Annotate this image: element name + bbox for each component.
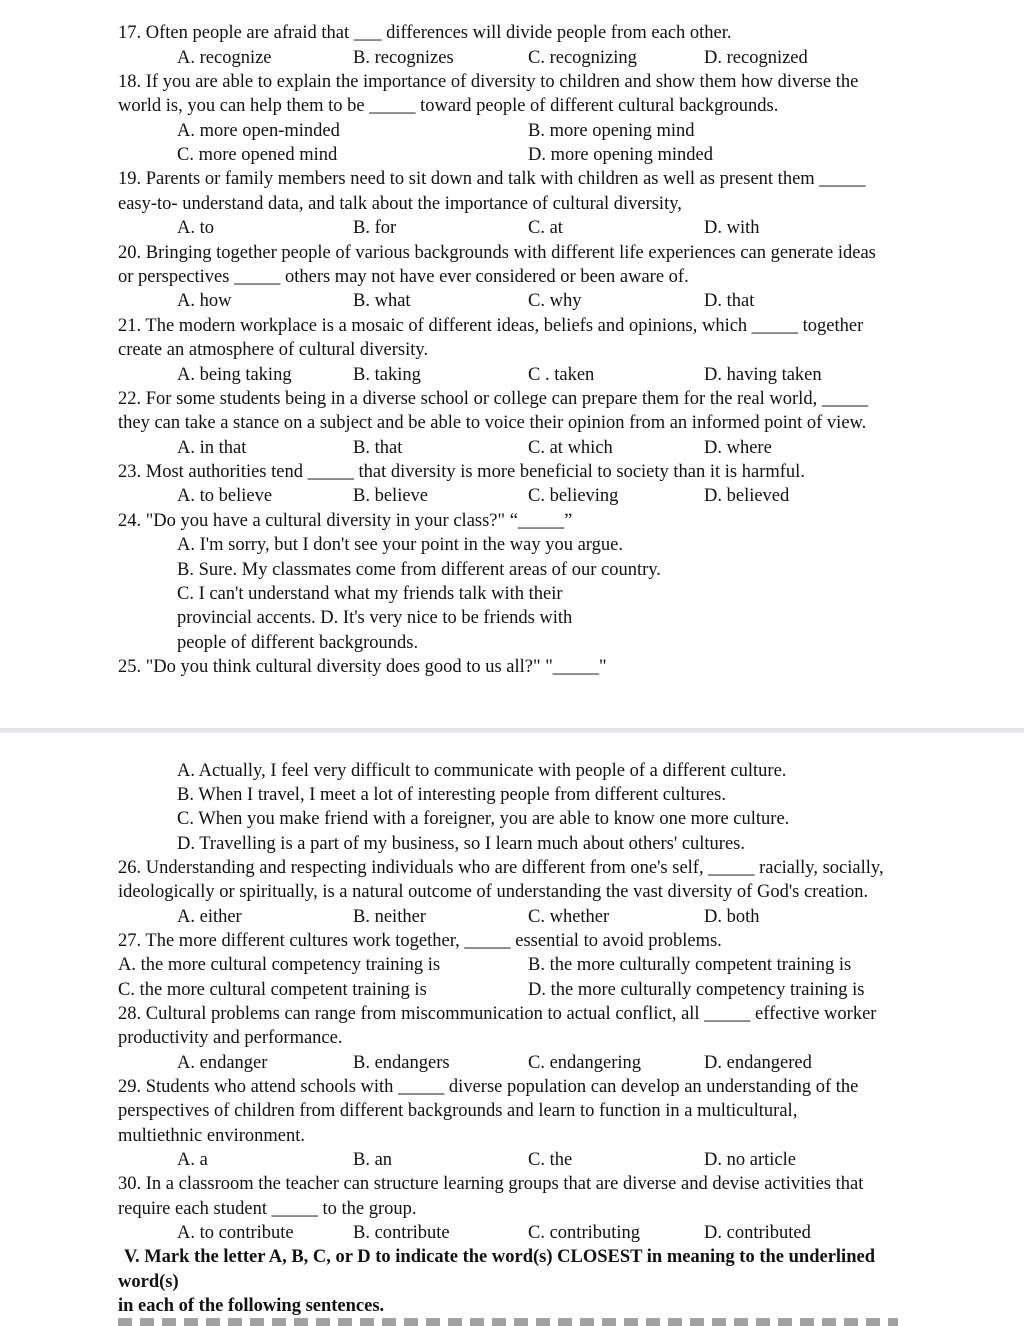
- option-c: C. at: [528, 218, 563, 238]
- question-text: 17. Often people are afraid that ___ differences will divide people from each other.: [118, 23, 732, 43]
- option-d: D. Travelling is a part of my business, so I learn much about others' cultures.: [177, 834, 746, 854]
- option-c: C. believing: [528, 486, 619, 506]
- option-d: D. believed: [704, 486, 790, 506]
- option-a: A. recognize: [177, 48, 272, 68]
- question-text: productivity and performance.: [118, 1028, 343, 1048]
- option-d: D. the more culturally competency training is: [528, 980, 865, 1000]
- option-line: A. I'm sorry, but I don't see your point in the way you argue.: [177, 535, 623, 555]
- option-d: D. both: [704, 907, 760, 927]
- section-heading-line: word(s): [118, 1272, 179, 1292]
- question-text: require each student _____ to the group.: [118, 1199, 417, 1219]
- option-a: A. in that: [177, 438, 247, 458]
- question-text: 19. Parents or family members need to sit down and talk with children as well as present them _____: [118, 169, 866, 189]
- option-d: D. where: [704, 438, 772, 458]
- option-d: D. having taken: [704, 365, 822, 385]
- option-c: C. the: [528, 1150, 573, 1170]
- option-d: D. that: [704, 291, 755, 311]
- option-b: B. an: [353, 1150, 393, 1170]
- cropped-text-line: [118, 1318, 898, 1326]
- question-text: 22. For some students being in a diverse school or college can prepare them for the real world, _____: [118, 389, 869, 409]
- question-text: 29. Students who attend schools with _____ diverse population can develop an understanding of the: [118, 1077, 859, 1097]
- option-line: B. Sure. My classmates come from different areas of our country.: [177, 560, 661, 580]
- option-a: A. to contribute: [177, 1223, 294, 1243]
- question-text: 25. "Do you think cultural diversity does good to us all?" "_____": [118, 657, 607, 677]
- question-text: perspectives of children from different backgrounds and learn to function in a multicultural,: [118, 1101, 798, 1121]
- question-text: 28. Cultural problems can range from miscommunication to actual conflict, all _____ effective worker: [118, 1004, 877, 1024]
- option-b: B. endangers: [353, 1053, 450, 1073]
- option-b: B. taking: [353, 365, 421, 385]
- question-text: 21. The modern workplace is a mosaic of different ideas, beliefs and opinions, which _____ together: [118, 316, 864, 336]
- option-a: A. Actually, I feel very difficult to communicate with people of a different culture.: [177, 761, 787, 781]
- option-a: A. how: [177, 291, 232, 311]
- option-c: C. contributing: [528, 1223, 641, 1243]
- option-c: C. the more cultural competent training is: [118, 980, 427, 1000]
- question-text: create an atmosphere of cultural diversity.: [118, 340, 429, 360]
- option-c: C . taken: [528, 365, 595, 385]
- option-b: B. that: [353, 438, 403, 458]
- option-c: C. why: [528, 291, 582, 311]
- option-b: B. recognizes: [353, 48, 454, 68]
- option-line: provincial accents. D. It's very nice to be friends with: [177, 608, 573, 628]
- option-a: A. the more cultural competency training is: [118, 955, 441, 975]
- option-d: D. with: [704, 218, 760, 238]
- section-heading-line: in each of the following sentences.: [118, 1296, 385, 1316]
- option-b: B. neither: [353, 907, 426, 927]
- option-a: A. to: [177, 218, 214, 238]
- question-text: 20. Bringing together people of various backgrounds with different life experiences can generate ideas: [118, 243, 876, 263]
- option-d: D. more opening minded: [528, 145, 713, 165]
- option-c: C. recognizing: [528, 48, 637, 68]
- option-c: C. When you make friend with a foreigner, you are able to know one more culture.: [177, 809, 790, 829]
- question-text: 27. The more different cultures work together, _____ essential to avoid problems.: [118, 931, 722, 951]
- option-b: B. contribute: [353, 1223, 450, 1243]
- option-c: C. at which: [528, 438, 613, 458]
- question-text: easy-to- understand data, and talk about the importance of cultural diversity,: [118, 194, 682, 214]
- option-b: B. more opening mind: [528, 121, 695, 141]
- option-b: B. what: [353, 291, 411, 311]
- question-text: world is, you can help them to be _____ toward people of different cultural backgrounds.: [118, 96, 779, 116]
- option-c: C. endangering: [528, 1053, 642, 1073]
- option-a: A. endanger: [177, 1053, 268, 1073]
- option-d: D. endangered: [704, 1053, 812, 1073]
- option-a: A. a: [177, 1150, 208, 1170]
- question-text: 26. Understanding and respecting individuals who are different from one's self, _____ racially, socially,: [118, 858, 884, 878]
- section-heading-line: V. Mark the letter A, B, C, or D to indicate the word(s) CLOSEST in meaning to the underlined: [124, 1247, 875, 1267]
- question-text: they can take a stance on a subject and be able to voice their opinion from an informed point of view.: [118, 413, 867, 433]
- option-a: A. either: [177, 907, 242, 927]
- option-a: A. to believe: [177, 486, 273, 506]
- option-b: B. the more culturally competent training is: [528, 955, 852, 975]
- option-b: B. When I travel, I meet a lot of interesting people from different cultures.: [177, 785, 726, 805]
- option-b: B. for: [353, 218, 397, 238]
- option-d: D. recognized: [704, 48, 808, 68]
- option-d: D. no article: [704, 1150, 796, 1170]
- question-text: 23. Most authorities tend _____ that diversity is more beneficial to society than it is harmful.: [118, 462, 805, 482]
- option-line: people of different backgrounds.: [177, 633, 419, 653]
- option-line: C. I can't understand what my friends talk with their: [177, 584, 563, 604]
- question-text: ideologically or spiritually, is a natural outcome of understanding the vast diversity of God's creation.: [118, 882, 869, 902]
- question-text: multiethnic environment.: [118, 1126, 306, 1146]
- option-a: A. more open-minded: [177, 121, 340, 141]
- page-sheet-2: [0, 733, 1024, 1326]
- question-text: or perspectives _____ others may not have ever considered or been aware of.: [118, 267, 689, 287]
- option-b: B. believe: [353, 486, 429, 506]
- option-d: D. contributed: [704, 1223, 811, 1243]
- question-text: 30. In a classroom the teacher can structure learning groups that are diverse and devise activities that: [118, 1174, 864, 1194]
- option-a: A. being taking: [177, 365, 292, 385]
- question-text: 18. If you are able to explain the importance of diversity to children and show them how diverse the: [118, 72, 859, 92]
- option-c: C. more opened mind: [177, 145, 338, 165]
- question-text: 24. "Do you have a cultural diversity in your class?" “_____”: [118, 511, 573, 531]
- option-c: C. whether: [528, 907, 610, 927]
